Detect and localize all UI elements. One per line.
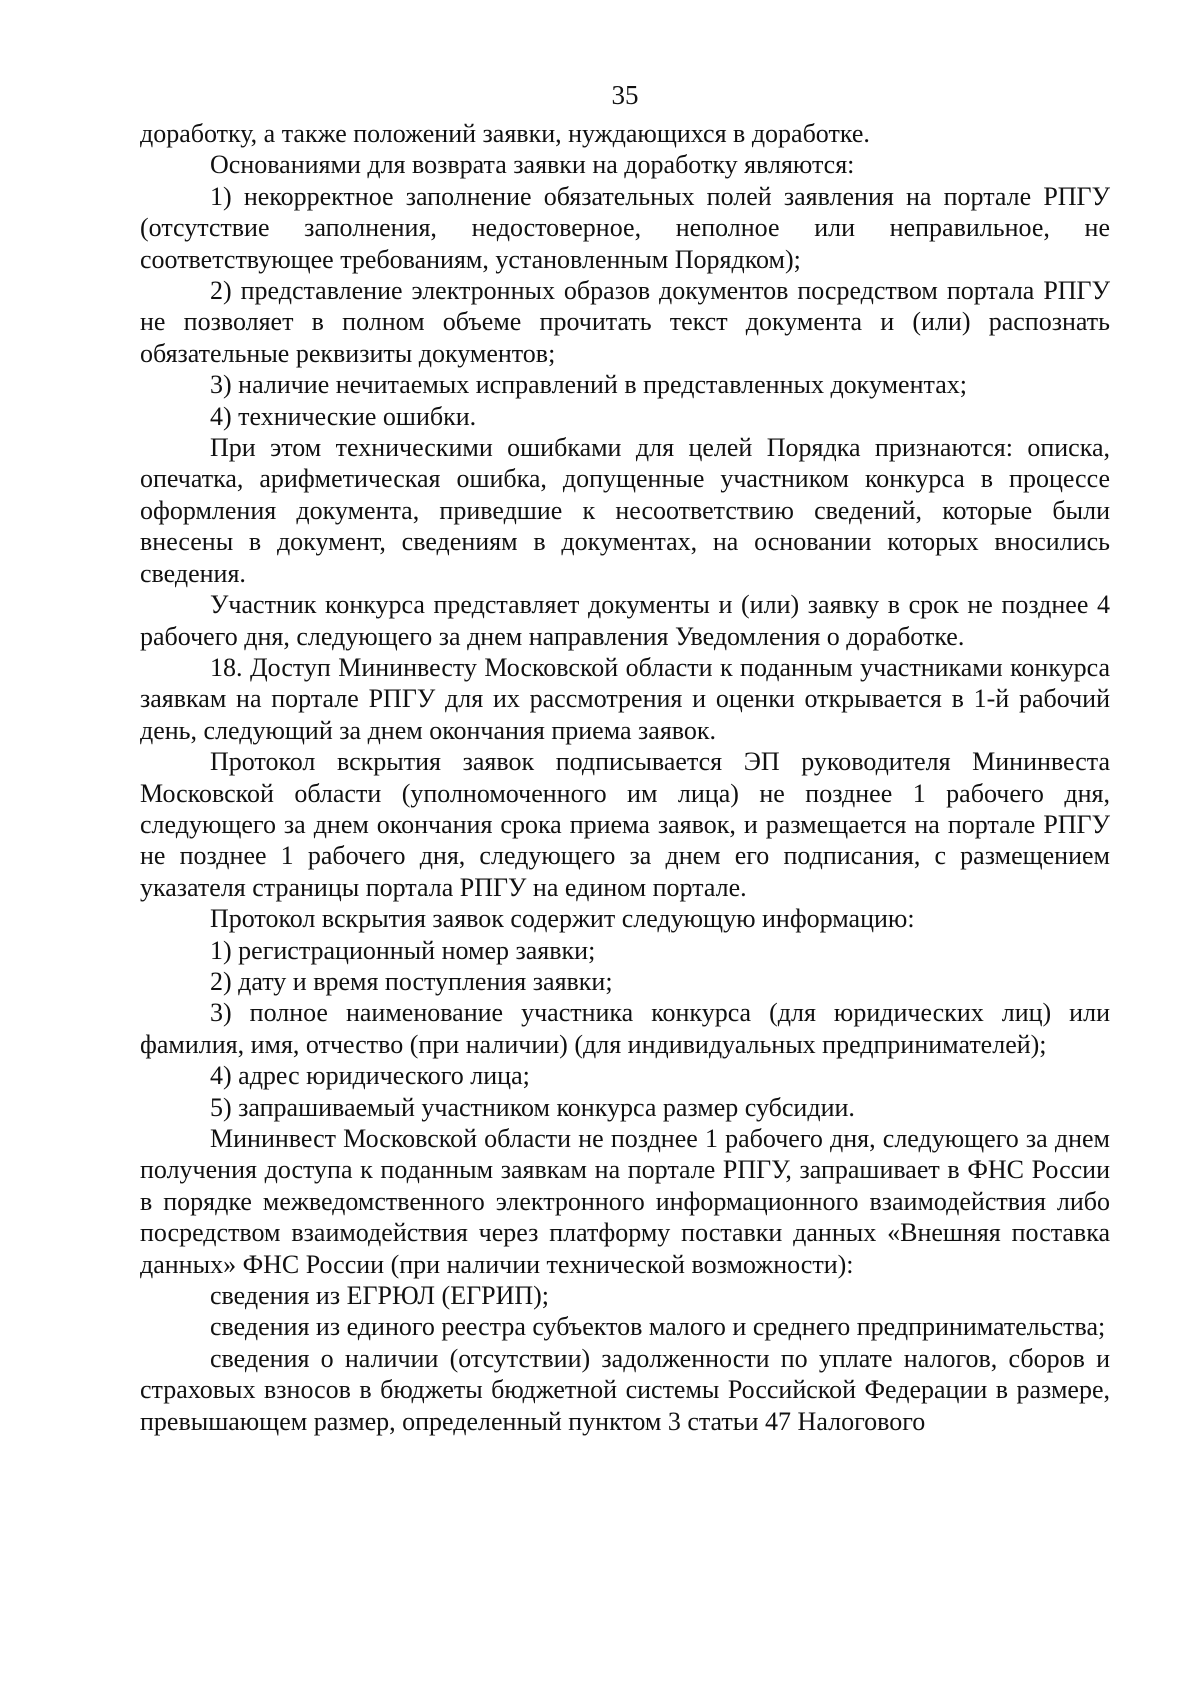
paragraph-continuation: доработку, а также положений заявки, нуждающихся в доработке.: [140, 119, 870, 148]
paragraph-submission-deadline: Участник конкурса представляет документы и (или) заявку в срок не позднее 4 рабочего дня, следующего за днем направления Уведомления о доработке.: [140, 590, 1110, 651]
paragraph-section-18: 18. Доступ Мининвесту Московской области к поданным участниками конкурса заявкам на портале РПГУ для их рассмотрения и оценки открывается в 1-й рабочий день, следующий за днем окончания приема заявок.: [140, 652, 1110, 745]
page-number: 35: [611, 80, 639, 110]
paragraph-technical-errors-definition: При этом техническими ошибками для целей Порядка признаются: описка, опечатка, арифметическая ошибка, допущенные участником конкурса в процессе оформления документа, приведшие к несоответствию сведений, которые были внесены в документ, сведениям в документах, на основании которых вносились сведения.: [140, 433, 1110, 588]
document-body: [140, 118, 1110, 1437]
list-item-egrul: сведения из ЕГРЮЛ (ЕГРИП);: [210, 1281, 550, 1311]
list-item-4-technical-errors: 4) технические ошибки.: [210, 401, 477, 431]
list-item-legal-address: 4) адрес юридического лица;: [210, 1061, 530, 1091]
list-item-date-time: 2) дату и время поступления заявки;: [210, 966, 613, 996]
paragraph-fns-request: Мининвест Московской области не позднее 1 рабочего дня, следующего за днем получения доступа к поданным заявкам на портале РПГУ, запрашивает в ФНС России в порядке межведомственного электронного информационного взаимодействия либо посредством взаимодействия через платформу поставки данных «Внешняя поставка данных» ФНС России (при наличии технической возможности):: [140, 1124, 1110, 1279]
paragraph-return-grounds-intro: Основаниями для возврата заявки на доработку являются:: [210, 150, 855, 180]
list-item-subsidy-amount: 5) запрашиваемый участником конкурса размер субсидии.: [210, 1092, 855, 1122]
paragraph-protocol-contents-intro: Протокол вскрытия заявок содержит следующую информацию:: [210, 904, 915, 934]
list-item-registration-number: 1) регистрационный номер заявки;: [210, 935, 596, 965]
list-item-2-electronic-images: 2) представление электронных образов документов посредством портала РПГУ не позволяет в полном объеме прочитать текст документа и (или) распознать обязательные реквизиты документов;: [140, 276, 1110, 368]
list-item-sme-registry: сведения из единого реестра субъектов малого и среднего предпринимательства;: [210, 1312, 1106, 1342]
list-item-tax-debt: сведения о наличии (отсутствии) задолженности по уплате налогов, сборов и страховых взносов в бюджеты бюджетной системы Российской Федерации в размере, превышающем размер, определенный пунктом 3 статьи 47 Налогового: [140, 1343, 1110, 1436]
list-item-1-incorrect-filling: 1) некорректное заполнение обязательных полей заявления на портале РПГУ (отсутствие заполнения, недостоверное, неполное или неправильное, не соответствующее требованиям, установленным Порядком);: [140, 181, 1110, 274]
paragraph-opening-protocol-signing: Протокол вскрытия заявок подписывается ЭП руководителя Мининвеста Московской области (уполномоченного им лица) не позднее 1 рабочего дня, следующего за днем окончания срока приема заявок, и размещается на портале РПГУ не позднее 1 рабочего дня, следующего за днем его подписания, с размещением указателя страницы портала РПГУ на едином портале.: [140, 747, 1110, 902]
list-item-3-unreadable-corrections: 3) наличие нечитаемых исправлений в представленных документах;: [210, 370, 967, 400]
list-item-participant-name: 3) полное наименование участника конкурса (для юридических лиц) или фамилия, имя, отчество (при наличии) (для индивидуальных предпринимателей);: [140, 998, 1110, 1059]
